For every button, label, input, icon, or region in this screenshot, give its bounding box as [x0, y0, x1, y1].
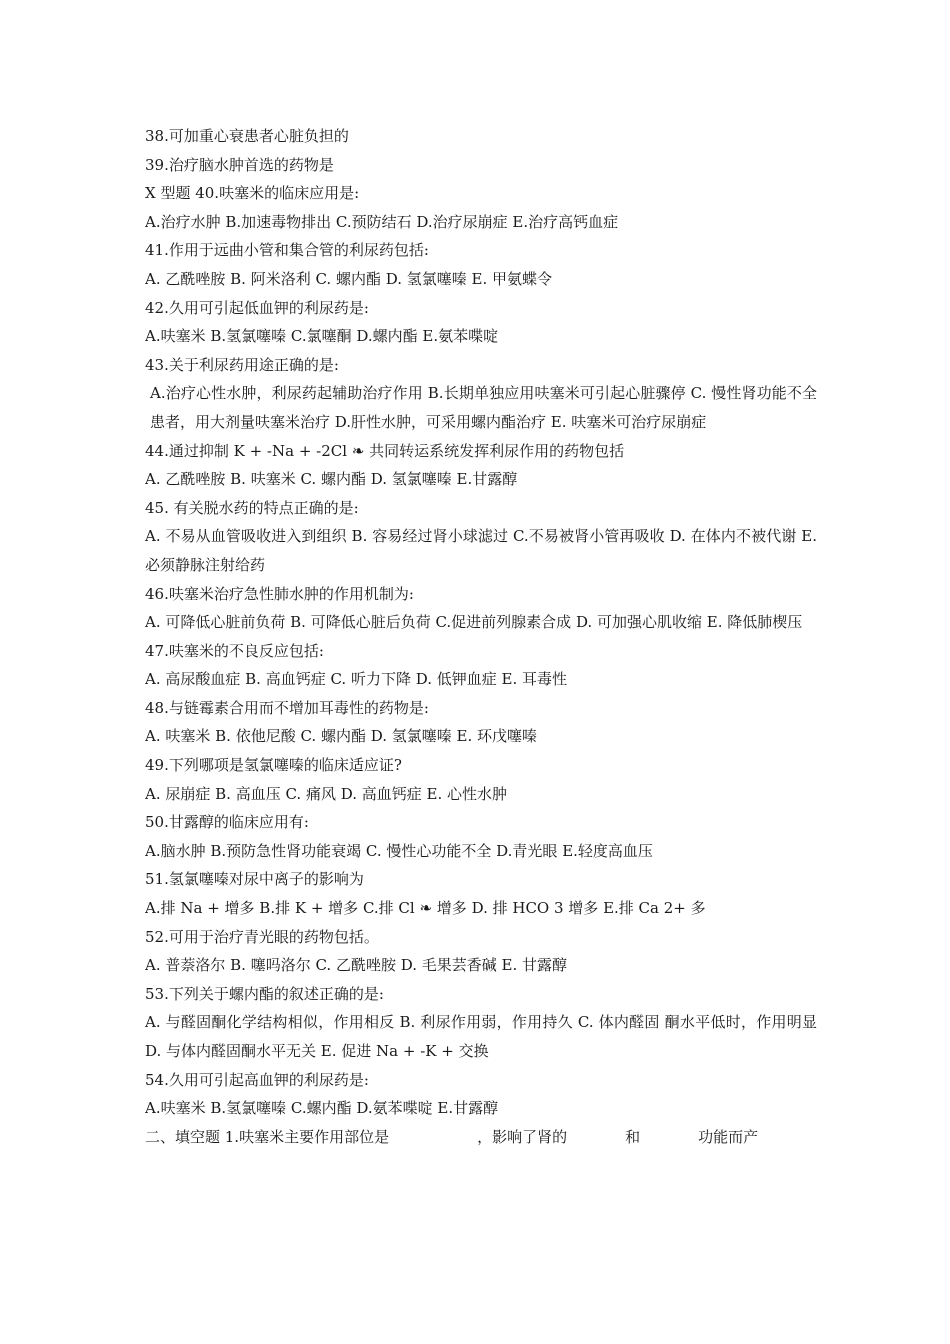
- options-51: A.排 Na + 增多 B.排 K + 增多 C.排 Cl ❧ 增多 D. 排 HCO 3 增多 E.排 Ca 2+ 多: [145, 899, 706, 918]
- options-52: A. 普萘洛尔 B. 噻吗洛尔 C. 乙酰唑胺 D. 毛果芸香碱 E. 甘露醇: [145, 956, 567, 975]
- question-50: 50.甘露醇的临床应用有:: [145, 813, 309, 832]
- options-49: A. 尿崩症 B. 高血压 C. 痛风 D. 高血钙症 E. 心性水肿: [145, 784, 507, 803]
- question-47: 47.呋塞米的不良反应包括:: [145, 641, 324, 660]
- fill-blank-text-3: 和: [625, 1127, 641, 1146]
- options-50: A.脑水肿 B.预防急性肾功能衰竭 C. 慢性心功能不全 D.青光眼 E.轻度高血压: [145, 841, 653, 860]
- document-page: [145, 122, 817, 1151]
- options-47: A. 高尿酸血症 B. 高血钙症 C. 听力下降 D. 低钾血症 E. 耳毒性: [145, 670, 567, 689]
- question-49: 49.下列哪项是氢氯噻嗪的临床适应证?: [145, 756, 402, 775]
- options-45: A. 不易从血管吸收进入到组织 B. 容易经过肾小球滤过 C.不易被肾小管再吸收 D. 在体内不被代谢 E. 必须静脉注射给药: [145, 527, 817, 574]
- fill-blank-question-1: [145, 1123, 817, 1152]
- fill-blank-text-1: 二、填空题 1.呋塞米主要作用部位是: [145, 1127, 390, 1146]
- question-52: 52.可用于治疗青光眼的药物包括。: [145, 927, 379, 946]
- question-51: 51.氢氯噻嗪对尿中离子的影响为: [145, 870, 364, 889]
- question-44: 44.通过抑制 K + -Na + -2Cl ❧ 共同转运系统发挥利尿作用的药物包括: [145, 441, 625, 460]
- question-53: 53.下列关于螺内酯的叙述正确的是:: [145, 984, 384, 1003]
- fill-blank-text-4: 功能而产: [698, 1127, 759, 1146]
- question-43: 43.关于利尿药用途正确的是:: [145, 355, 339, 374]
- question-38: 38.可加重心衰患者心脏负担的: [145, 127, 349, 145]
- fill-blank-text-2: ，影响了肾的: [477, 1127, 568, 1146]
- options-53: A. 与醛固酮化学结构相似，作用相反 B. 利尿作用弱，作用持久 C. 体内醛固 酮水平低时，作用明显 D. 与体内醛固酮水平无关 E. 促进 Na + -K + 交换: [145, 1013, 817, 1060]
- question-54: 54.久用可引起高血钾的利尿药是:: [145, 1070, 369, 1089]
- options-48: A. 呋塞米 B. 依他尼酸 C. 螺内酯 D. 氢氯噻嗪 E. 环戊噻嗪: [145, 727, 537, 746]
- options-44: A. 乙酰唑胺 B. 呋塞米 C. 螺内酯 D. 氢氯噻嗪 E.甘露醇: [145, 470, 518, 489]
- question-41: 41.作用于远曲小管和集合管的利尿药包括:: [145, 241, 429, 260]
- question-40: X 型题 40.呋塞米的临床应用是:: [145, 184, 360, 203]
- question-39: 39.治疗脑水肿首选的药物是: [145, 155, 334, 174]
- options-41: A. 乙酰唑胺 B. 阿米洛利 C. 螺内酯 D. 氢氯噻嗪 E. 甲氨蝶令: [145, 269, 552, 288]
- options-46: A. 可降低心脏前负荷 B. 可降低心脏后负荷 C.促进前列腺素合成 D. 可加强心肌收缩 E. 降低肺楔压: [145, 613, 803, 632]
- options-40: A.治疗水肿 B.加速毒物排出 C.预防结石 D.治疗尿崩症 E.治疗高钙血症: [145, 212, 619, 231]
- options-54: A.呋塞米 B.氢氯噻嗪 C.螺内酯 D.氨苯喋啶 E.甘露醇: [145, 1099, 499, 1118]
- options-42: A.呋塞米 B.氢氯噻嗪 C.氯噻酮 D.螺内酯 E.氨苯喋啶: [145, 327, 499, 346]
- question-45: 45. 有关脱水药的特点正确的是:: [145, 498, 359, 517]
- question-42: 42.久用可引起低血钾的利尿药是:: [145, 298, 369, 317]
- options-43: A.治疗心性水肿，利尿药起辅助治疗作用 B.长期单独应用呋塞米可引起心脏骤停 C. 慢性肾功能不全患者，用大剂量呋塞米治疗 D.肝性水肿，可采用螺内酯治疗 E. 呋塞米可治疗尿崩症: [150, 384, 817, 431]
- question-46: 46.呋塞米治疗急性肺水肿的作用机制为:: [145, 584, 414, 603]
- question-48: 48.与链霉素合用而不增加耳毒性的药物是:: [145, 698, 429, 717]
